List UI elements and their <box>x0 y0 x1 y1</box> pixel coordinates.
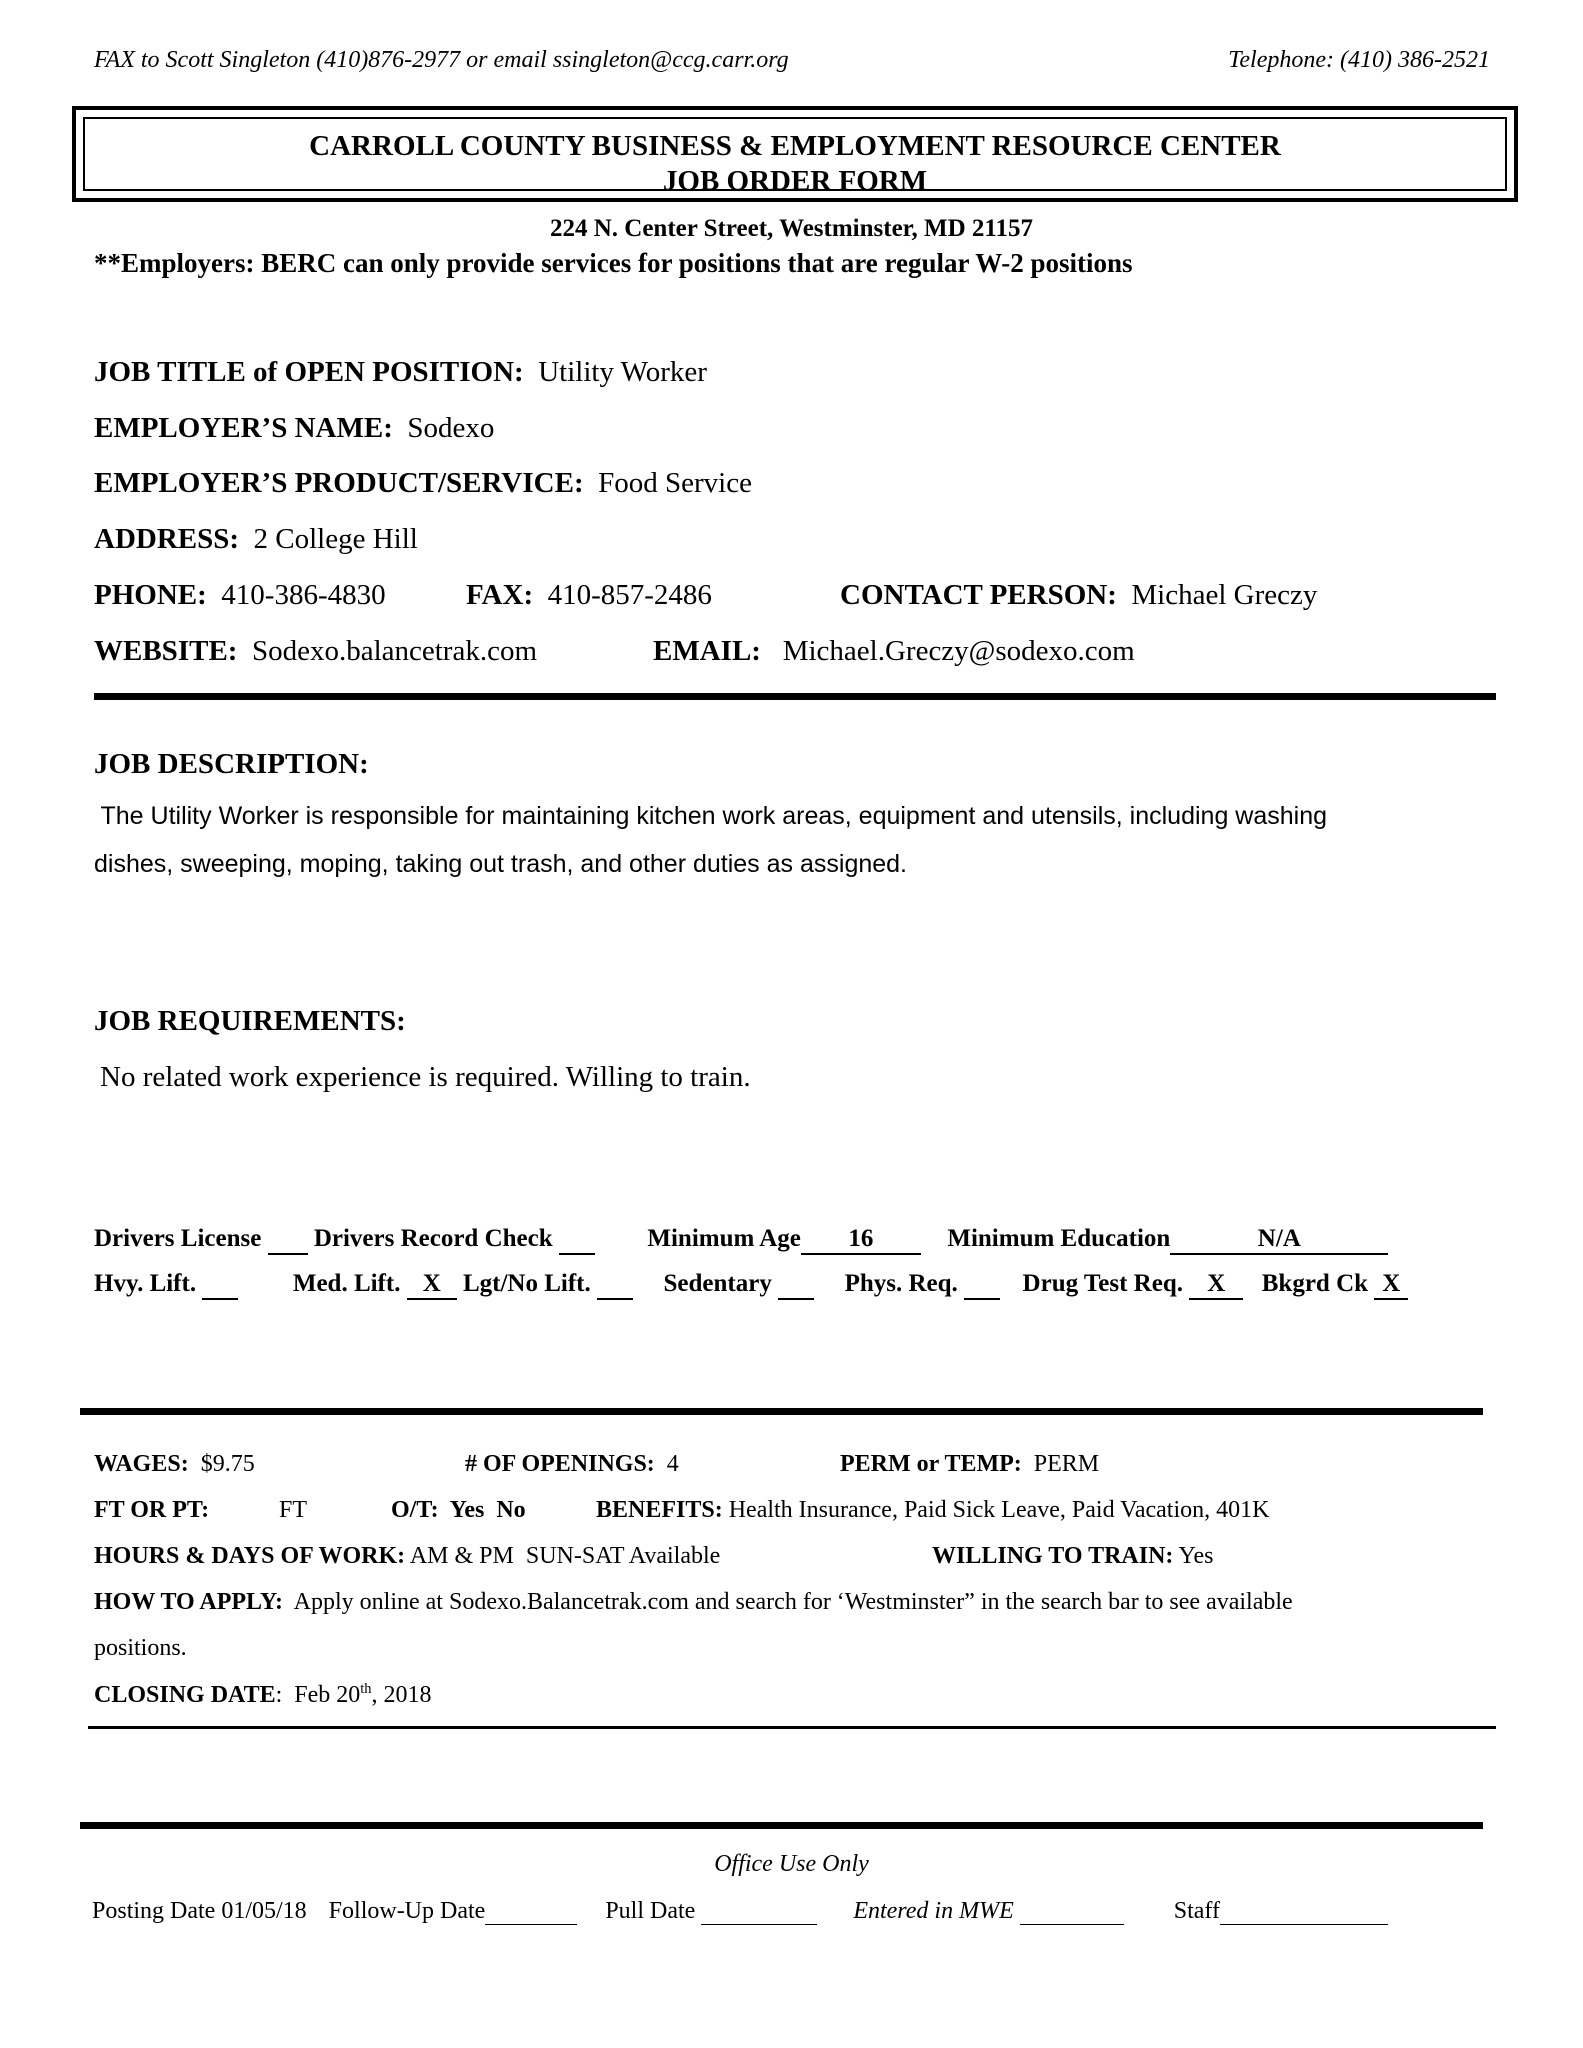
office-use-heading: Office Use Only <box>714 1851 869 1877</box>
employer-notice: **Employers: BERC can only provide services for positions that are regular W-2 positions <box>94 248 1133 278</box>
ot-no: No <box>496 1497 526 1523</box>
med-lift-label: Med. Lift. <box>292 1270 401 1297</box>
willing-to-train-label: WILLING TO TRAIN: <box>932 1543 1174 1569</box>
med-lift-value: X <box>407 1270 457 1300</box>
job-description-line2: dishes, sweeping, moping, taking out trash, and other duties as assigned. <box>94 850 908 878</box>
job-title-label: JOB TITLE of OPEN POSITION: <box>94 356 524 388</box>
pull-date-blank <box>701 1898 817 1925</box>
product-row <box>94 467 752 500</box>
benefits-row <box>596 1497 1269 1524</box>
entered-mwe-label: Entered in MWE <box>853 1898 1014 1924</box>
fax-label: FAX: <box>466 579 534 611</box>
email-value: Michael.Greczy@sodexo.com <box>782 635 1135 667</box>
closing-date-pre: : Feb 20 <box>275 1682 361 1708</box>
job-title-row <box>94 356 707 389</box>
ftpt-value: FT <box>279 1497 308 1523</box>
closing-date-sup: th <box>360 1681 372 1697</box>
bkgrd-value: X <box>1374 1270 1408 1300</box>
section-divider-4 <box>80 1822 1483 1829</box>
min-education-label: Minimum Education <box>947 1225 1171 1252</box>
email-label: EMAIL: <box>653 635 761 667</box>
willing-to-train-row <box>932 1543 1213 1570</box>
closing-date-post: , 2018 <box>371 1682 432 1708</box>
drug-test-label: Drug Test Req. <box>1022 1270 1183 1297</box>
openings-row <box>465 1451 679 1478</box>
ot-label: O/T: <box>391 1497 439 1523</box>
drivers-record-blank <box>559 1225 595 1255</box>
job-description-line1: The Utility Worker is responsible for maintaining kitchen work areas, equipment and utensils, including washing <box>94 802 1328 830</box>
openings-value: 4 <box>666 1451 679 1477</box>
employer-name-row <box>94 412 494 445</box>
min-age-value: 16 <box>801 1225 921 1255</box>
contact-row <box>840 579 1317 612</box>
sedentary-blank <box>778 1270 814 1300</box>
job-requirements-text: No related work experience is required. Willing to train. <box>100 1061 751 1093</box>
benefits-label: BENEFITS: <box>596 1497 723 1523</box>
organization-name: CARROLL COUNTY BUSINESS & EMPLOYMENT RESOURCE CENTER <box>309 130 1281 162</box>
employer-name-value: Sodexo <box>407 412 495 444</box>
contact-label: CONTACT PERSON: <box>840 579 1117 611</box>
website-label: WEBSITE: <box>94 635 238 667</box>
willing-to-train-value: Yes <box>1178 1543 1214 1569</box>
job-description-heading: JOB DESCRIPTION: <box>94 748 369 780</box>
section-divider <box>94 693 1496 700</box>
pull-date-label: Pull Date <box>605 1898 696 1924</box>
fax-row <box>466 579 712 612</box>
benefits-value: Health Insurance, Paid Sick Leave, Paid Vacation, 401K <box>728 1497 1270 1523</box>
sedentary-label: Sedentary <box>663 1270 772 1297</box>
website-value: Sodexo.balancetrak.com <box>251 635 538 667</box>
min-education-value: N/A <box>1170 1225 1388 1255</box>
phys-req-blank <box>964 1270 1000 1300</box>
drivers-license-blank <box>268 1225 308 1255</box>
phone-row <box>94 579 386 612</box>
entered-mwe-blank <box>1020 1898 1124 1925</box>
product-value: Food Service <box>598 467 752 499</box>
how-to-apply-line2: positions. <box>94 1635 187 1661</box>
wages-value: $9.75 <box>200 1451 255 1477</box>
phone-label: PHONE: <box>94 579 207 611</box>
contact-value: Michael Greczy <box>1131 579 1318 611</box>
follow-up-blank <box>485 1898 577 1925</box>
product-label: EMPLOYER’S PRODUCT/SERVICE: <box>94 467 584 499</box>
min-age-label: Minimum Age <box>647 1225 801 1252</box>
hvy-lift-label: Hvy. Lift. <box>94 1270 197 1297</box>
fax-value: 410-857-2486 <box>547 579 712 611</box>
perm-temp-value: PERM <box>1033 1451 1100 1477</box>
wages-label: WAGES: <box>94 1451 189 1477</box>
address-value: 2 College Hill <box>253 523 418 555</box>
lgt-lift-label: Lgt/No Lift. <box>462 1270 591 1297</box>
follow-up-label: Follow-Up Date <box>328 1898 486 1924</box>
perm-temp-label: PERM or TEMP: <box>840 1451 1022 1477</box>
ftpt-label: FT OR PT: <box>94 1497 210 1523</box>
staff-label: Staff <box>1173 1898 1220 1924</box>
lgt-lift-blank <box>597 1270 633 1300</box>
posting-date: Posting Date 01/05/18 <box>92 1898 307 1924</box>
checklist-row-2 <box>94 1270 1408 1300</box>
address-label: ADDRESS: <box>94 523 240 555</box>
hours-label: HOURS & DAYS OF WORK: <box>94 1543 406 1569</box>
section-divider-3 <box>88 1726 1496 1729</box>
job-title-value: Utility Worker <box>538 356 707 388</box>
ot-row <box>391 1497 526 1524</box>
drug-test-value: X <box>1189 1270 1243 1300</box>
how-to-apply-label: HOW TO APPLY: <box>94 1589 283 1615</box>
fax-instruction: FAX to Scott Singleton (410)876-2977 or email ssingleton@ccg.carr.org <box>94 47 789 73</box>
office-use-row <box>92 1898 1388 1925</box>
address-row <box>94 523 418 556</box>
office-address: 224 N. Center Street, Westminster, MD 21157 <box>549 215 1034 242</box>
phys-req-label: Phys. Req. <box>844 1270 958 1297</box>
closing-date-label: CLOSING DATE <box>94 1682 276 1708</box>
section-divider-2 <box>80 1408 1483 1415</box>
bkgrd-label: Bkgrd Ck <box>1261 1270 1369 1297</box>
how-to-apply-line1: Apply online at Sodexo.Balancetrak.com and search for ‘Westminster” in the search bar to see available <box>293 1589 1293 1615</box>
hvy-lift-blank <box>202 1270 238 1300</box>
drivers-record-label: Drivers Record Check <box>313 1225 553 1252</box>
hours-row <box>94 1543 720 1570</box>
hours-value: AM & PM SUN-SAT Available <box>409 1543 721 1569</box>
drivers-license-label: Drivers License <box>94 1225 262 1252</box>
website-row <box>94 635 537 668</box>
checklist-row-1 <box>94 1225 1388 1255</box>
openings-label: # OF OPENINGS: <box>465 1451 655 1477</box>
phone-value: 410-386-4830 <box>221 579 386 611</box>
staff-blank <box>1220 1898 1388 1925</box>
closing-date-row <box>94 1682 431 1709</box>
ot-yes: Yes <box>449 1497 485 1523</box>
perm-temp-row <box>840 1451 1099 1478</box>
wages-row <box>94 1451 255 1478</box>
job-requirements-heading: JOB REQUIREMENTS: <box>94 1005 406 1037</box>
telephone: Telephone: (410) 386-2521 <box>1228 47 1490 73</box>
form-title: JOB ORDER FORM <box>662 165 928 197</box>
how-to-apply-row <box>94 1589 1293 1616</box>
email-row <box>653 635 1135 668</box>
employer-name-label: EMPLOYER’S NAME: <box>94 412 393 444</box>
title-box <box>72 106 1518 202</box>
